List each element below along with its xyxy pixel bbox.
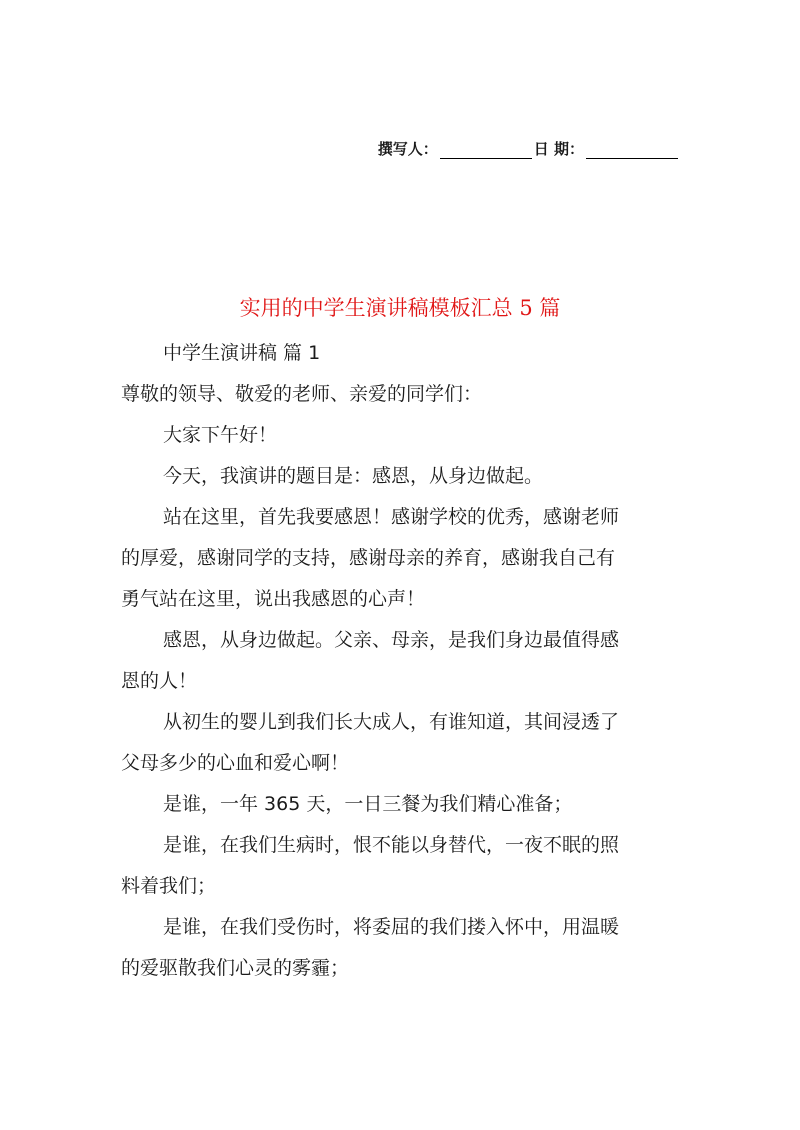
paragraph-line: 是谁，一年 365 天，一日三餐为我们精心准备； (163, 793, 573, 815)
paragraph-line: 的厚爱，感谢同学的支持，感谢母亲的养育，感谢我自己有 (121, 547, 616, 569)
author-date-line (378, 138, 680, 159)
paragraph-line: 站在这里，首先我要感恩！感谢学校的优秀，感谢老师 (163, 506, 620, 528)
paragraph-line: 大家下午好！ (163, 424, 278, 446)
paragraph-line: 父母多少的心血和爱心啊！ (121, 752, 350, 774)
paragraph-line: 的爱驱散我们心灵的雾霾； (121, 957, 350, 979)
date-blank-field (586, 141, 678, 159)
paragraph-line: 感恩，从身边做起。父亲、母亲，是我们身边最值得感 (163, 629, 620, 651)
paragraph-line: 是谁，在我们受伤时，将委屈的我们搂入怀中，用温暖 (163, 916, 620, 938)
paragraph-line: 是谁，在我们生病时，恨不能以身替代，一夜不眠的照 (163, 834, 620, 856)
salutation: 尊敬的领导、敬爱的老师、亲爱的同学们： (121, 383, 483, 405)
paragraph-line: 料着我们； (121, 875, 217, 897)
author-blank-field (440, 141, 532, 159)
paragraph-line: 从初生的婴儿到我们长大成人，有谁知道，其间浸透了 (163, 711, 620, 733)
document-title: 实用的中学生演讲稿模板汇总 5 篇 (239, 296, 561, 320)
paragraph-line: 今天，我演讲的题目是：感恩，从身边做起。 (163, 465, 544, 487)
date-label: 日 期： (533, 140, 584, 158)
paragraph-line: 勇气站在这里，说出我感恩的心声！ (121, 588, 426, 610)
section-heading: 中学生演讲稿 篇 1 (163, 342, 321, 364)
author-label: 撰写人： (377, 140, 438, 158)
paragraph-line: 恩的人！ (121, 670, 198, 692)
document-body (121, 333, 681, 989)
